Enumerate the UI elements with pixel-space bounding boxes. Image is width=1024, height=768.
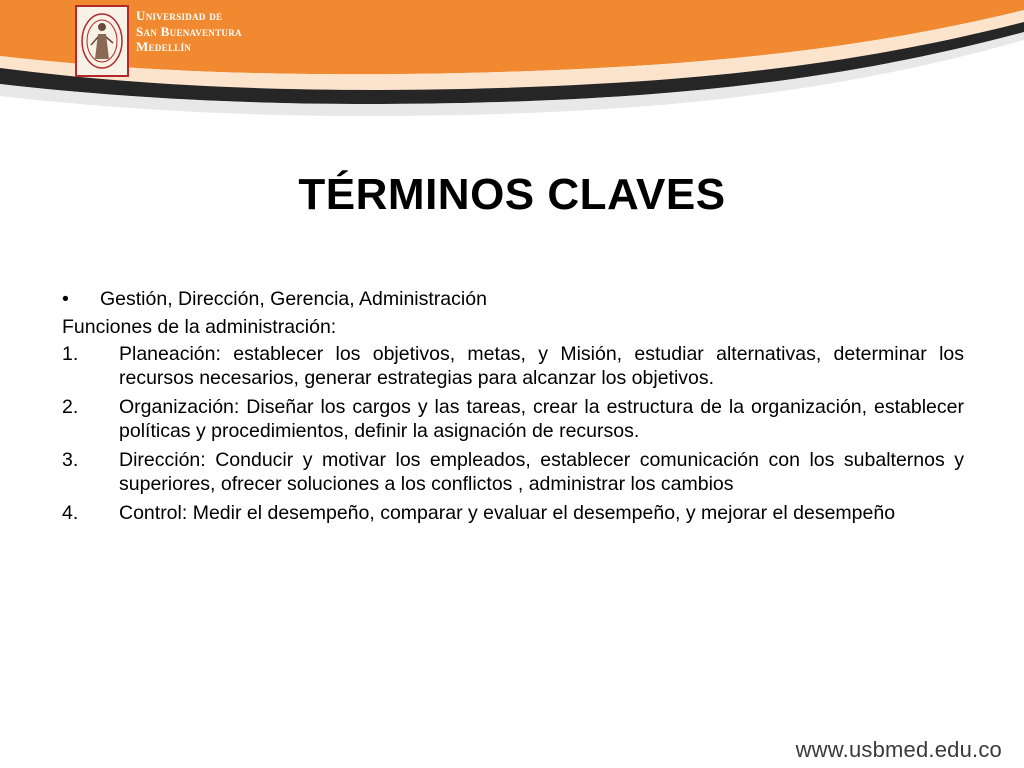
university-name [136,8,242,55]
list-text: Planeación: establecer los objetivos, metas, y Misión, estudiar alternativas, determinar los recursos necesarios, generar estrategias para alcanzar los objetivos. [119,343,964,389]
bullet-item [62,288,964,312]
list-number: 4. [62,502,79,524]
website-url: www.usbmed.edu.co [795,737,1002,762]
bullet-mark: • [62,288,69,310]
list-text: Dirección: Conducir y motivar los empleados, establecer comunicación con los subalternos y superiores, ofrecer soluciones a los conflictos , administrar los cambios [119,449,964,495]
university-name-line-1: Universidad de [136,8,223,23]
subheading: Funciones de la administración: [62,315,337,338]
university-seal-logo [75,5,129,77]
list-item [62,343,964,390]
list-item [62,449,964,496]
list-text: Control: Medir el desempeño, comparar y evaluar el desempeño, y mejorar el desempeño [119,502,896,524]
list-number: 2. [62,396,79,418]
university-name-line-2: San Buenaventura [136,23,242,39]
list-number: 3. [62,449,79,471]
bullet-text: Gestión, Dirección, Gerencia, Administración [100,288,487,310]
university-name-line-3: Medellín [136,39,192,54]
slide-content [62,288,964,532]
slide-title: TÉRMINOS CLAVES [298,170,726,219]
list-text: Organización: Diseñar los cargos y las tareas, crear la estructura de la organización, establecer políticas y procedimientos, definir la asignación de recursos. [119,396,964,442]
list-item [62,502,964,526]
list-number: 1. [62,343,79,365]
list-item [62,396,964,443]
